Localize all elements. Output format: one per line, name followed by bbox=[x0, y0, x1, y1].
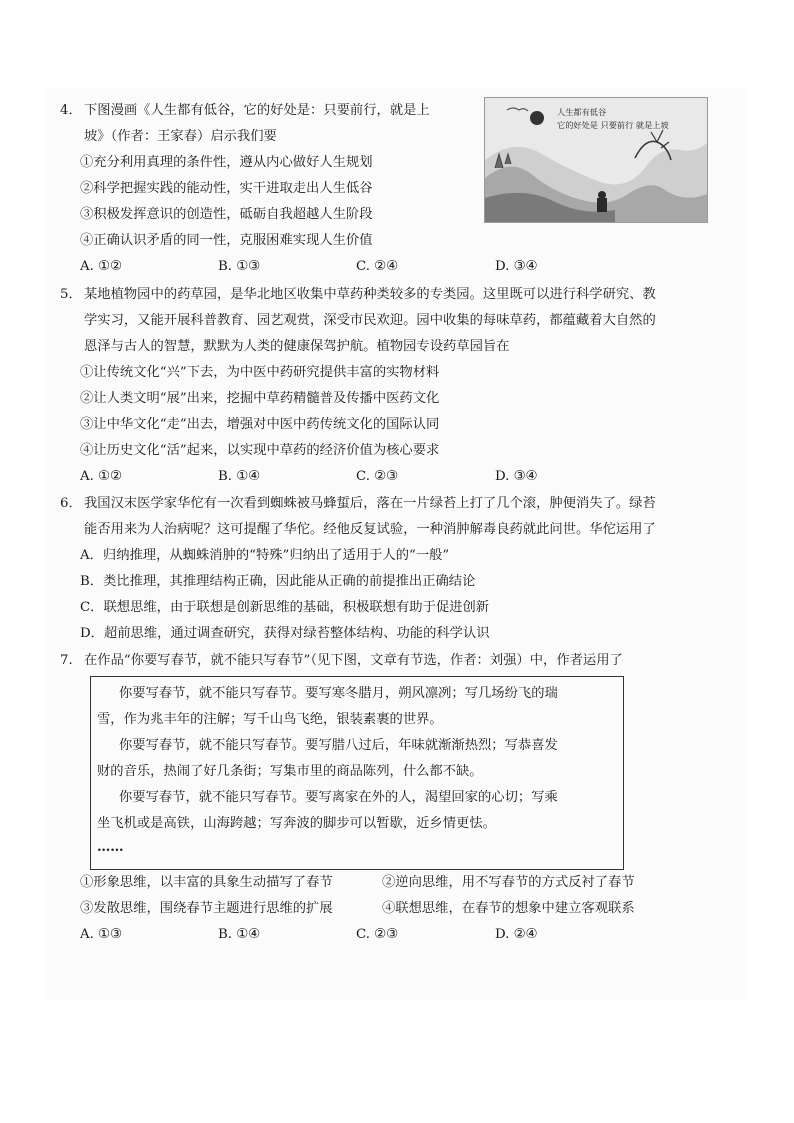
excerpt-p1-line2: 雪，作为兆丰年的注解；写千山鸟飞绝，银装素裹的世界。 bbox=[97, 712, 443, 727]
statement-4: ④联想思维，在春节的想象中建立客观联系 bbox=[382, 901, 635, 916]
statement-1: ①让传统文化“兴”下去，为中医中药研究提供丰富的实物材料 bbox=[80, 365, 440, 380]
question-7 bbox=[60, 648, 720, 674]
option-a: A. ①② bbox=[80, 469, 122, 484]
question-stem: 某地植物园中的药草园，是华北地区收集中草药种类较多的专类园。这里既可以进行科学研究、教 bbox=[84, 287, 656, 302]
option-c: C．联想思维，由于联想是创新思维的基础，积极联想有助于促进创新 bbox=[80, 600, 490, 615]
question-number: 6． bbox=[60, 496, 82, 511]
question-stem-cont: 坡》（作者：王家春）启示我们要 bbox=[84, 129, 277, 144]
excerpt-p3-line2: 坐飞机或是高铁，山海跨越；写奔波的脚步可以暂歇，近乡情更怯。 bbox=[97, 816, 496, 831]
cartoon-caption-line-1: 人生都有低谷 bbox=[557, 107, 607, 117]
option-b: B．类比推理，其推理结构正确，因此能从正确的前提推出正确结论 bbox=[80, 574, 476, 589]
option-d: D. ③④ bbox=[495, 469, 538, 484]
answer-options bbox=[60, 922, 720, 948]
option-a: A. ①③ bbox=[80, 927, 122, 942]
option-c: C. ②③ bbox=[356, 927, 398, 942]
option-b: B. ①③ bbox=[218, 259, 261, 274]
option-a: A. ①② bbox=[80, 259, 122, 274]
option-d: D．超前思维，通过调查研究，获得对绿苔整体结构、功能的科学认识 bbox=[80, 626, 490, 641]
question-number: 5． bbox=[60, 287, 82, 302]
statement-2: ②科学把握实践的能动性，实干进取走出人生低谷 bbox=[80, 181, 373, 196]
question-number: 7. bbox=[60, 653, 73, 668]
answer-options bbox=[60, 464, 720, 490]
question-stem: 我国汉末医学家华佗有一次看到蜘蛛被马蜂蜇后，落在一片绿苔上打了几个滚，肿便消失了。绿苔 bbox=[84, 496, 656, 511]
question-5 bbox=[60, 282, 720, 490]
excerpt-p2-line1: 你要写春节，就不能只写春节。要写腊八过后，年味就渐渐热烈；写恭喜发 bbox=[119, 738, 558, 753]
statement-4: ④让历史文化“活”起来，以实现中草药的经济价值为核心要求 bbox=[80, 443, 440, 458]
statement-2: ②逆向思维，用不写春节的方式反衬了春节 bbox=[382, 875, 635, 890]
option-a: A．归纳推理，从蜘蛛消肿的“特殊”归纳出了适用于人的“一般” bbox=[80, 548, 450, 563]
cartoon-image bbox=[484, 97, 708, 223]
question-stem-cont: 学实习，又能开展科普教育、园艺观赏，深受市民欢迎。园中收集的每味草药，都蕴藏着大自然的 bbox=[84, 313, 656, 328]
excerpt-ellipsis: …… bbox=[97, 840, 124, 855]
option-d: D. ②④ bbox=[495, 927, 538, 942]
question-stem: 在作品“你要写春节，就不能只写春节”（见下图，文章有节选，作者：刘强）中，作者运用了 bbox=[84, 653, 623, 668]
statement-2: ②让人类文明“展”出来，挖掘中草药精髓普及传播中医药文化 bbox=[80, 391, 440, 406]
question-7-choices bbox=[60, 870, 720, 948]
excerpt-p1-line1: 你要写春节，就不能只写春节。要写寒冬腊月，朔风凛冽；写几场纷飞的瑞 bbox=[119, 686, 558, 701]
answer-options bbox=[60, 254, 720, 280]
question-stem-cont: 能否用来为人治病呢？这可提醒了华佗。经他反复试验，一种消肿解毒良药就此问世。华佗运用了 bbox=[84, 522, 656, 537]
statement-3: ③让中华文化“走”出去，增强对中医中药传统文化的国际认同 bbox=[80, 417, 440, 432]
question-6 bbox=[60, 491, 720, 647]
option-c: C. ②④ bbox=[356, 259, 398, 274]
statement-3: ③积极发挥意识的创造性，砥砺自我超越人生阶段 bbox=[80, 207, 373, 222]
statement-1: ①形象思维，以丰富的具象生动描写了春节 bbox=[80, 875, 333, 890]
statement-4: ④正确认识矛盾的同一性，克服困难实现人生价值 bbox=[80, 233, 373, 248]
option-d: D. ③④ bbox=[495, 259, 538, 274]
question-stem-cont: 恩泽与古人的智慧，默默为人类的健康保驾护航。植物园专设药草园旨在 bbox=[84, 339, 510, 354]
excerpt-box bbox=[90, 676, 624, 870]
statement-3: ③发散思维，围绕春节主题进行思维的扩展 bbox=[80, 901, 333, 916]
option-b: B. ①④ bbox=[218, 927, 261, 942]
excerpt-p3-line1: 你要写春节，就不能只写春节。要写离家在外的人，渴望回家的心切；写乘 bbox=[119, 790, 558, 805]
excerpt-p2-line2: 财的音乐，热闹了好几条街；写集市里的商品陈列，什么都不缺。 bbox=[97, 764, 483, 779]
statement-1: ①充分利用真理的条件性，遵从内心做好人生规划 bbox=[80, 155, 373, 170]
cartoon-caption-line-2: 它的好处是 只要前行 就是上坡 bbox=[557, 120, 669, 130]
option-b: B. ①④ bbox=[218, 469, 261, 484]
question-number: 4． bbox=[60, 103, 82, 118]
option-c: C. ②③ bbox=[356, 469, 398, 484]
question-stem: 下图漫画《人生都有低谷，它的好处是：只要前行，就是上 bbox=[84, 103, 430, 118]
